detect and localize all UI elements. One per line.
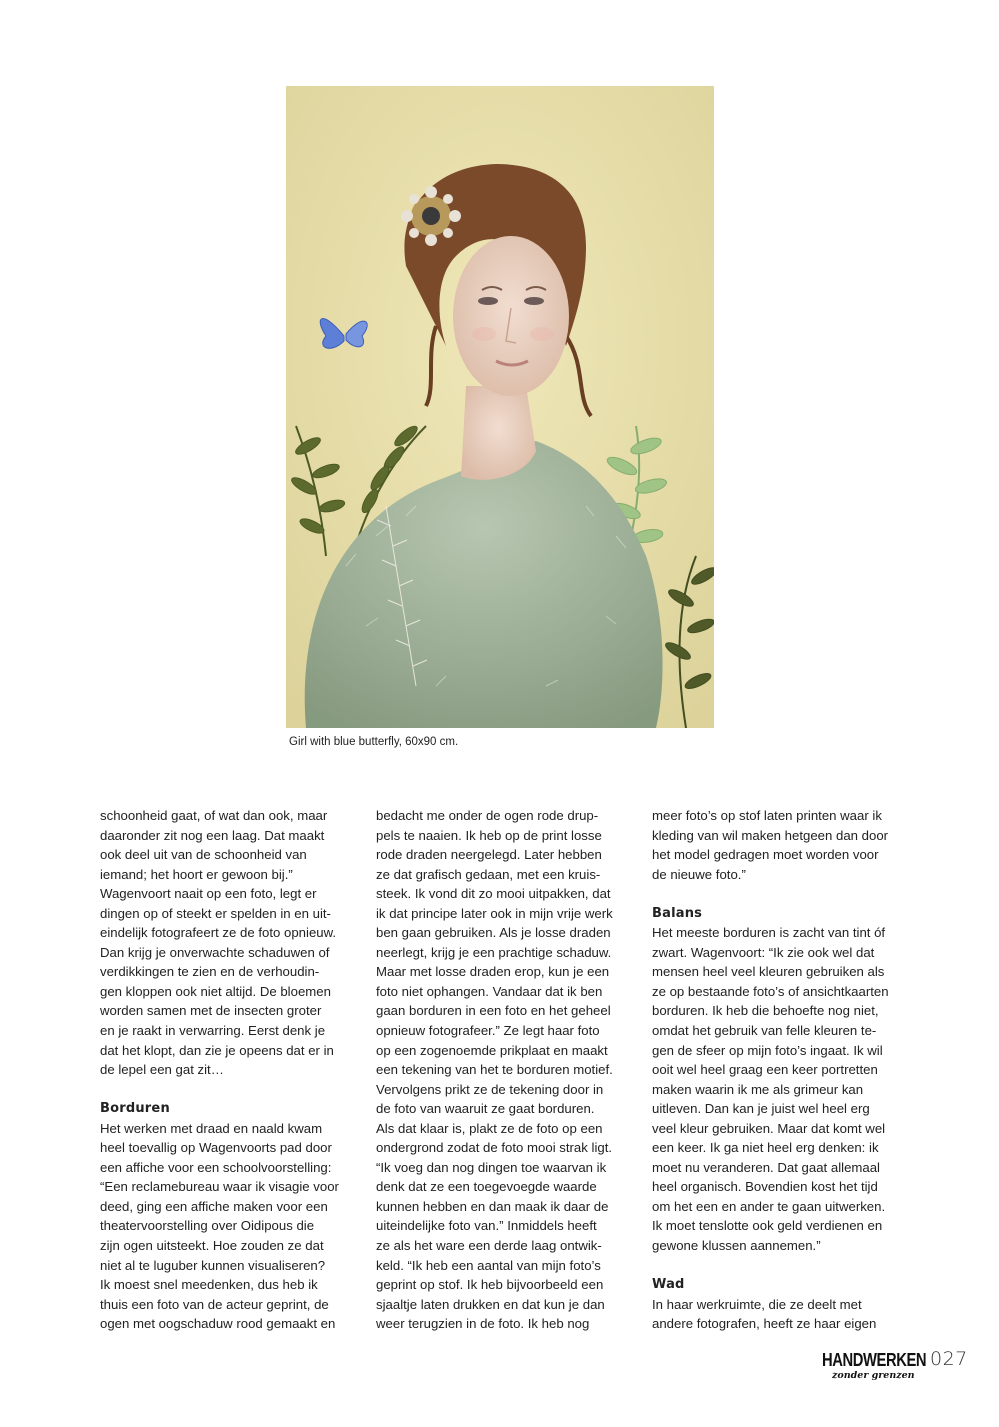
text-line: worden samen met de insecten groter [100, 1003, 322, 1019]
text-line: Het werken met draad en naald kwam [100, 1120, 323, 1136]
text-line: dingen op of steekt er spelden in en uit- [100, 905, 331, 921]
text-line: daaronder zit nog een laag. Dat maakt [100, 827, 325, 843]
article-column-3 [652, 806, 902, 1334]
text-line: maken waarin ik me als grimeur kan [652, 1081, 864, 1097]
text-line: mensen heel veel kleuren gebruiken als [652, 964, 885, 980]
text-line: ooit wel heel graag een keer portretten [652, 1062, 878, 1078]
text-line: pels te naaien. Ik heb op de print losse [376, 827, 602, 843]
text-line: borduren. Ik heb die behoefte nog niet, [652, 1003, 879, 1019]
text-line: de nieuwe foto.” [652, 866, 746, 882]
text-line: een keer. Ik ga niet heel erg denken: ik [652, 1140, 879, 1156]
article-column-1 [100, 806, 350, 1334]
text-line: ze dat grafisch gedaan, met een kruis- [376, 866, 601, 882]
text-line: ze als het ware een derde laag ontwik- [376, 1238, 602, 1254]
text-line: zijn ogen uitsteekt. Hoe zouden ze dat [100, 1238, 324, 1254]
text-line: omdat het gebruik van felle kleuren te- [652, 1023, 877, 1039]
text-line: gen de sfeer op mijn foto’s ingaat. Ik wil [652, 1042, 883, 1058]
article-column-2 [376, 806, 626, 1334]
text-line: om het een en ander te gaan uitwerken. [652, 1198, 886, 1214]
text-line: veel kleur gebruiken. Maar dat komt wel [652, 1120, 886, 1136]
neck [461, 386, 536, 480]
text-line: ben gaan gebruiken. Als je losse draden [376, 925, 611, 941]
text-line: eindelijk fotografeert ze de foto opnieuw. [100, 925, 337, 941]
paragraph-gap [100, 1080, 350, 1100]
text-line: ze op bestaande foto’s of ansichtkaarten [652, 983, 889, 999]
magazine-brand-subtitle: zonder grenzen [832, 1370, 915, 1381]
text-line: ogen met oogschaduw rood gemaakt en [100, 1316, 336, 1332]
text-line: kunnen hebben en dan maak ik daar de [376, 1198, 609, 1214]
text-line: uitleven. Dan kan je juist wel heel erg [652, 1101, 870, 1117]
text-line: heel organisch. Bovendien kost het tijd [652, 1179, 878, 1195]
text-line: ook deel uit van de schoonheid van [100, 847, 307, 863]
text-line: “Ik voeg dan nog dingen toe waarvan ik [376, 1159, 607, 1175]
text-line: gewone klussen aannemen.” [652, 1238, 821, 1254]
text-line: andere fotografen, heeft ze haar eigen [652, 1316, 877, 1332]
text-line: Ik moest snel meedenken, dus heb ik [100, 1277, 318, 1293]
text-line: deed, ging een affiche maken voor een [100, 1198, 328, 1214]
text-line: een affiche voor een schoolvoorstelling: [100, 1159, 332, 1175]
text-line: thuis een foto van de acteur geprint, de [100, 1296, 329, 1312]
portrait-photo [286, 86, 714, 728]
text-line: meer foto’s op stof laten printen waar ik [652, 808, 882, 823]
text-line: de lepel een gat zit… [100, 1062, 224, 1078]
text-line: ondergrond zodat de foto mooi strak ligt. [376, 1140, 613, 1156]
text-line: bedacht me onder de ogen rode drup- [376, 808, 599, 823]
text-line: opnieuw fotografeer.” Ze legt haar foto [376, 1023, 600, 1039]
text-line: op een zogenoemde prikplaat en maakt [376, 1042, 608, 1058]
text-line: gen kloppen ook niet altijd. De bloemen [100, 983, 331, 999]
text-line: rode draden neergelegd. Later hebben [376, 847, 602, 863]
text-line: uiteindelijke foto van.” Inmiddels heeft [376, 1218, 597, 1234]
text-line: Maar met losse draden erop, kun je een [376, 964, 610, 980]
text-line: iemand; het hoort er gewoon bij.” [100, 866, 293, 882]
paragraph-gap [652, 884, 902, 904]
text-line: In haar werkruimte, die ze deelt met [652, 1296, 862, 1312]
text-line: Vervolgens prikt ze de tekening door in [376, 1081, 604, 1097]
text-line: Ik moet tenslotte ook geld verdienen en [652, 1218, 883, 1234]
text-line: Dan krijg je onverwachte schaduwen of [100, 944, 330, 960]
text-line: Als dat klaar is, plakt ze de foto op een [376, 1120, 603, 1136]
paragraph-gap [652, 1256, 902, 1276]
text-line: de foto van waaruit ze gaat borduren. [376, 1101, 595, 1117]
text-line: en je raakt in verwarring. Eerst denk je [100, 1023, 326, 1039]
text-line: ik dat principe later ook in mijn vrije werk [376, 905, 613, 921]
section-heading: Borduren [100, 1101, 170, 1117]
text-line: steek. Ik vond dit zo mooi uitpakken, dat [376, 886, 611, 902]
text-line: foto niet ophangen. Vandaar dat ik ben [376, 983, 603, 999]
text-line: keld. “Ik heb een aantal van mijn foto’s [376, 1257, 601, 1273]
text-line: zwart. Wagenvoort: “Ik zie ook wel dat [652, 944, 875, 960]
text-line: theatervoorstelling over Oidipous die [100, 1218, 315, 1234]
text-line: gaan borduren in een foto en het geheel [376, 1003, 611, 1019]
text-line: heel toevallig op Wagenvoorts pad door [100, 1140, 332, 1156]
text-line: een tekening van het te borduren motief. [376, 1062, 613, 1078]
section-heading: Balans [652, 905, 703, 921]
text-line: dat het klopt, dan zie je opeens dat er in [100, 1042, 334, 1058]
text-line: niet al te luguber kunnen visualiseren? [100, 1257, 326, 1273]
text-line: het model gedragen moet worden voor [652, 847, 879, 863]
text-line: Wagenvoort naait op een foto, legt er [100, 886, 317, 902]
text-line: denk dat ze een toegevoegde waarde [376, 1179, 597, 1195]
text-line: schoonheid gaat, of wat dan ook, maar [100, 808, 328, 823]
text-line: neerlegt, krijg je een prachtige schaduw. [376, 944, 612, 960]
magazine-footer [822, 1350, 967, 1400]
text-line: “Een reclamebureau waar ik visagie voor [100, 1179, 339, 1195]
text-line: kleding van wil maken hetgeen dan door [652, 827, 889, 843]
text-line: verdikkingen te zien en de verhoudin- [100, 964, 320, 980]
text-line: Het meeste borduren is zacht van tint óf [652, 925, 886, 941]
text-line: moet nu veranderen. Dat gaat allemaal [652, 1159, 880, 1175]
photo-caption: Girl with blue butterfly, 60x90 cm. [289, 736, 459, 748]
page-number: 027 [930, 1348, 968, 1370]
face [453, 236, 569, 396]
section-heading: Wad [652, 1277, 685, 1293]
text-line: weer terugzien in de foto. Ik heb nog [376, 1316, 590, 1332]
magazine-brand-title: HANDWERKEN [822, 1350, 927, 1370]
text-line: geprint op stof. Ik heb bijvoorbeeld een [376, 1277, 604, 1293]
portrait-illustration [286, 86, 714, 728]
text-line: sjaaltje laten drukken en dat kun je dan [376, 1296, 605, 1312]
